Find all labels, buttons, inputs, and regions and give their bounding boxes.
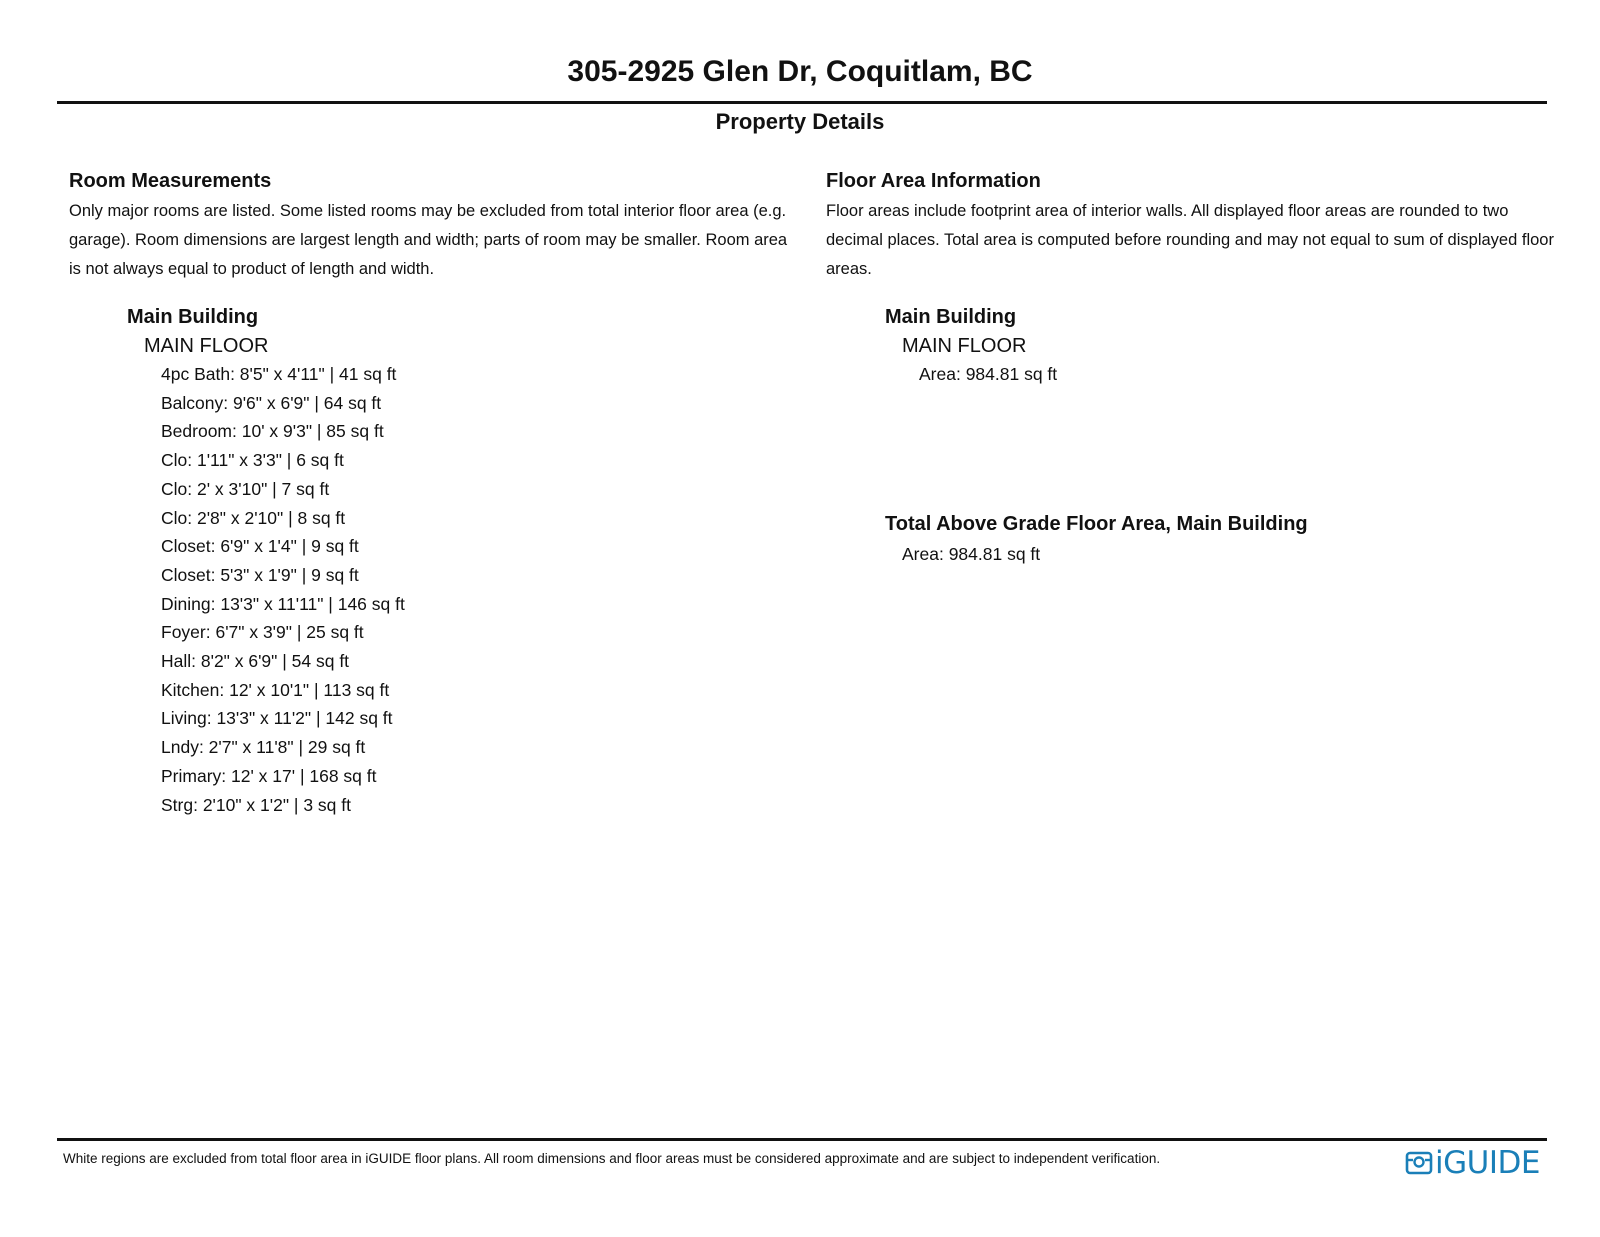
floor-area-section xyxy=(826,166,1556,284)
total-area-value: Area: 984.81 sq ft xyxy=(902,544,1041,564)
room-item: Closet: 6'9" x 1'4" | 9 sq ft xyxy=(161,536,359,557)
room-item: Hall: 8'2" x 6'9" | 54 sq ft xyxy=(161,651,350,672)
room-item: Foyer: 6'7" x 3'9" | 25 sq ft xyxy=(161,622,364,643)
footer-disclaimer: White regions are excluded from total floor area in iGUIDE floor plans. All room dimensions and floor areas must be considered approximate and are subject to independent verification. xyxy=(63,1151,1161,1166)
room-item: Lndy: 2'7" x 11'8" | 29 sq ft xyxy=(161,737,366,758)
room-item: Dining: 13'3" x 11'11" | 146 sq ft xyxy=(161,593,405,614)
room-item: Clo: 1'11" x 3'3" | 6 sq ft xyxy=(161,450,344,471)
room-item: 4pc Bath: 8'5" x 4'11" | 41 sq ft xyxy=(161,364,397,384)
floor-area-value: Area: 984.81 sq ft xyxy=(919,364,1058,384)
room-item: Living: 13'3" x 11'2" | 142 sq ft xyxy=(161,708,393,729)
floor-area-heading: Floor Area Information xyxy=(826,170,1041,192)
room-list xyxy=(127,360,767,819)
room-item: Primary: 12' x 17' | 168 sq ft xyxy=(161,765,377,786)
room-item: Clo: 2'8" x 2'10" | 8 sq ft xyxy=(161,507,346,528)
room-measurements-description: Only major rooms are listed. Some listed rooms may be excluded from total interior floor area (e.g. garage). Room dimensions are largest length and width; parts of room may be smaller. Room area is not always equal to product of length and width. xyxy=(69,202,788,278)
room-item: Kitchen: 12' x 10'1" | 113 sq ft xyxy=(161,679,390,700)
total-area-heading: Total Above Grade Floor Area, Main Building xyxy=(885,513,1308,535)
room-floor-title: MAIN FLOOR xyxy=(144,335,269,357)
room-item: Clo: 2' x 3'10" | 7 sq ft xyxy=(161,478,330,499)
page-subtitle: Property Details xyxy=(715,109,885,134)
floor-area-description: Floor areas include footprint area of interior walls. All displayed floor areas are rounded to two decimal places. Total area is computed before rounding and may not equal to sum of displayed floor areas. xyxy=(826,202,1554,278)
area-floor-title: MAIN FLOOR xyxy=(902,335,1027,357)
floor-area-block xyxy=(885,302,1525,389)
logo-wordmark: iGUIDE xyxy=(1435,1145,1540,1181)
room-item: Closet: 5'3" x 1'9" | 9 sq ft xyxy=(161,564,359,585)
room-measurements-section xyxy=(69,166,789,284)
total-area-block xyxy=(885,509,1545,569)
room-item: Strg: 2'10" x 1'2" | 3 sq ft xyxy=(161,794,351,815)
area-building-title: Main Building xyxy=(885,306,1017,328)
room-measurements-heading: Room Measurements xyxy=(69,170,272,192)
header-divider xyxy=(57,101,1547,104)
iguide-logo xyxy=(1405,1145,1540,1181)
room-item: Bedroom: 10' x 9'3" | 85 sq ft xyxy=(161,421,384,442)
footer-divider xyxy=(57,1138,1547,1141)
page-title: 305-2925 Glen Dr, Coquitlam, BC xyxy=(567,55,1033,88)
room-list-block xyxy=(127,302,767,819)
room-building-title: Main Building xyxy=(127,306,259,328)
room-item: Balcony: 9'6" x 6'9" | 64 sq ft xyxy=(161,392,382,413)
iguide-camera-icon xyxy=(1405,1149,1433,1177)
